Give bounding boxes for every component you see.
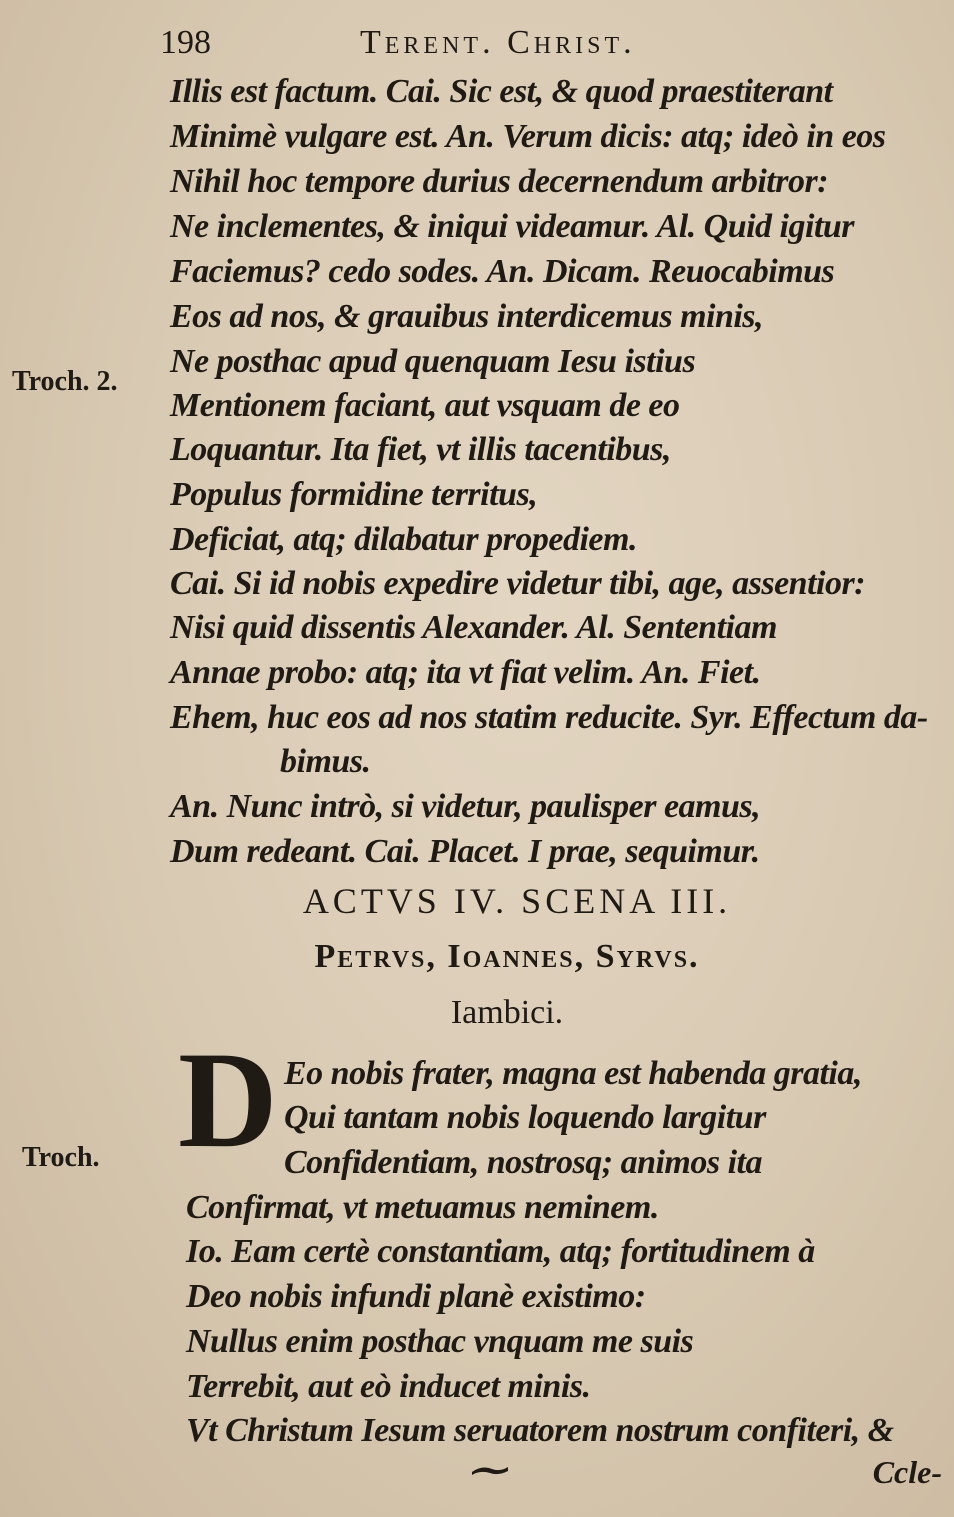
drop-cap: D	[178, 1023, 278, 1176]
verse-line: Nihil hoc tempore durius decernendum arbitror:	[170, 163, 829, 200]
verse-line: An. Nunc intrò, si videtur, paulisper eamus,	[170, 788, 761, 825]
verse-line: Nisi quid dissentis Alexander. Al. Sententiam	[170, 609, 777, 646]
verse-line: Confirmat, vt metuamus neminem.	[186, 1189, 659, 1226]
verse-line: Cai. Si id nobis expedire videtur tibi, age, assentior:	[170, 565, 866, 602]
verse-line: Populus formidine territus,	[170, 476, 538, 513]
verse-line: Terrebit, aut eò inducet minis.	[186, 1368, 591, 1405]
verse-line: Illis est factum. Cai. Sic est, & quod praestiterant	[170, 73, 833, 110]
margin-note: Troch. 2.	[12, 366, 118, 397]
page-number: 198	[160, 24, 211, 61]
verse-line: Ehem, huc eos ad nos statim reducite. Syr. Effectum da-	[170, 699, 928, 736]
verse-line: Nullus enim posthac vnquam me suis	[186, 1323, 694, 1360]
verse-line: bimus.	[280, 743, 371, 780]
meter-label: Iambici.	[450, 994, 564, 1031]
ornament-icon	[470, 1463, 510, 1477]
verse-line: Mentionem faciant, aut vsquam de eo	[170, 387, 680, 424]
verse-line: Dum redeant. Cai. Placet. I prae, sequimur.	[170, 833, 760, 870]
catchword: Ccle-	[872, 1454, 942, 1490]
act-title: ACTVS IV. SCENA III.	[302, 881, 732, 921]
verse-line: Eo nobis frater, magna est habenda gratia,	[284, 1055, 862, 1092]
verse-line: Minimè vulgare est. An. Verum dicis: atq; ideò in eos	[170, 118, 886, 155]
verse-line: Io. Eam certè constantiam, atq; fortitudinem à	[186, 1233, 815, 1270]
verse-line: Qui tantam nobis loquendo largitur	[284, 1099, 766, 1136]
verse-line: Confidentiam, nostrosq; animos ita	[284, 1144, 762, 1181]
verse-line: Vt Christum Iesum seruatorem nostrum confiteri, &	[186, 1412, 894, 1449]
margin-note: Troch.	[22, 1142, 100, 1173]
verse-line: Annae probo: atq; ita vt fiat velim. An. Fiet.	[170, 654, 761, 691]
verse-line: Faciemus? cedo sodes. An. Dicam. Reuocabimus	[170, 253, 835, 290]
verse-line: Deficiat, atq; dilabatur propediem.	[170, 521, 637, 558]
verse-line: Ne inclementes, & iniqui videamur. Al. Quid igitur	[170, 208, 855, 245]
running-head: Terent. Christ.	[360, 24, 636, 61]
verse-line: Eos ad nos, & grauibus interdicemus minis,	[170, 298, 764, 335]
verse-line: Ne posthac apud quenquam Iesu istius	[170, 343, 696, 380]
verse-line: Loquantur. Ita fiet, vt illis tacentibus,	[170, 431, 671, 468]
verse-line: Deo nobis infundi planè existimo:	[186, 1278, 646, 1315]
page-header	[160, 18, 760, 68]
scene-characters: Petrvs, Ioannes, Syrvs.	[314, 938, 700, 975]
